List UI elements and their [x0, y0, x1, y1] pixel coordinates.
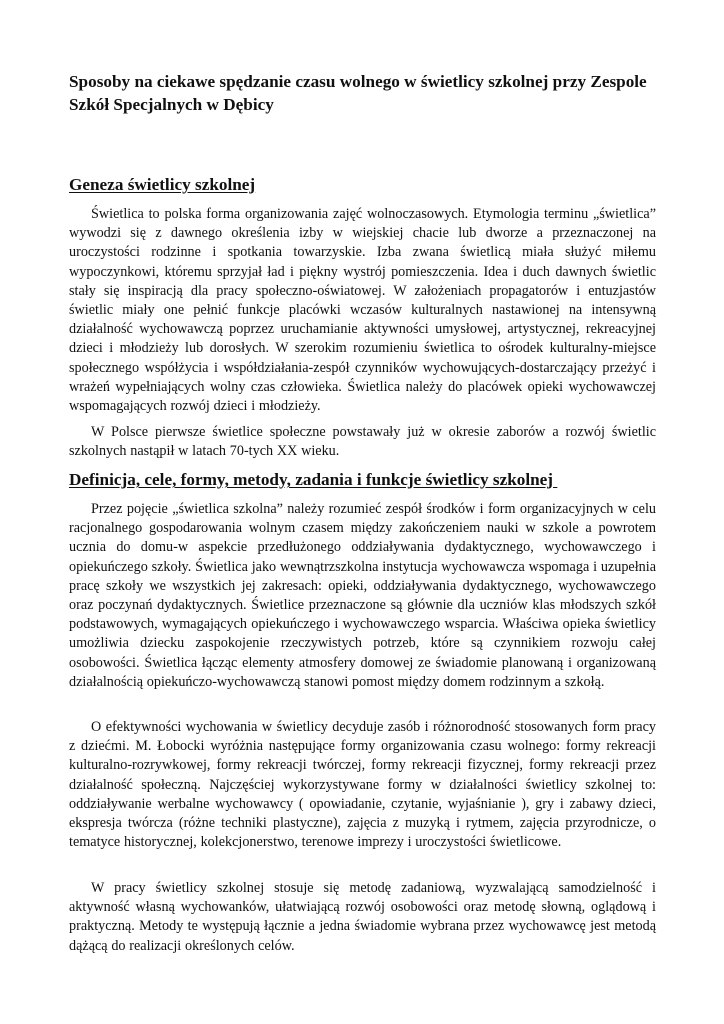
document-title: Sposoby na ciekawe spędzanie czasu wolnego w świetlicy szkolnej przy Zespole Szkół Specjalnych w Dębicy — [69, 72, 647, 114]
section-heading-definicja: Definicja, cele, formy, metody, zadania i funkcje świetlicy szkolnej — [69, 470, 558, 489]
paragraph: W pracy świetlicy szkolnej stosuje się metodę zadaniową, wyzwalającą samodzielność i aktywność własną wychowanków, ułatwiającą rozwój osobowości oraz metodę słowną, oglądową i praktyczną. Metody te występują łącznie a jedna świadomie wybrana przez wychowawcę jest metodą dążącą do realizacji określonych celów. — [69, 880, 656, 954]
paragraph: Świetlica to polska forma organizowania zajęć wolnoczasowych. Etymologia terminu „świetlica” wywodzi się z dawnego określenia izby w wiejskiej chacie lub dworze a przeznaczonej na uroczystości rodzinne i spotkania towarzyskie. Izba zwana świetlicą miała służyć miłemu wypoczynkowi, któremu sprzyjał ład i piękny wystrój pomieszczenia. Idea i duch dawnych świetlic stały się inspiracją dla pracy społeczno-oświatowej. W założeniach propagatorów i entuzjastów świetlic miały one pełnić funkcje placówki wczasów kulturalnych nastawionej na intensywną działalność wychowawczą poprzez uruchamianie aktywności umysłowej, artystycznej, rekreacyjnej dzieci i młodzieży lub dorosłych. W szerokim rozumieniu świetlica to ośrodek kulturalny-miejsce społecznego współżycia i współdziałania-zespół czynników wychowujących-dostarczający przeżyć i wrażeń wypełniających wolny czas człowieka. Świetlica należy do placówek opieki wychowawczej wspomagających rozwój dzieci i młodzieży. — [69, 206, 656, 415]
paragraph: W Polsce pierwsze świetlice społeczne powstawały już w okresie zaborów a rozwój świetlic szkolnych nastąpił w latach 70-tych XX wieku. — [69, 424, 656, 460]
paragraph: O efektywności wychowania w świetlicy decyduje zasób i różnorodność stosowanych form pracy z dziećmi. M. Łobocki wyróżnia następujące formy organizowania czasu wolnego: formy rekreacji kulturalno-rozrywkowej, formy rekreacji twórczej, formy rekreacji fizycznej, formy rekreacji przez działalność społeczną. Najczęściej wykorzystywane formy w działalności świetlicy szkolnej to: oddziaływanie werbalne wychowawcy ( opowiadanie, czytanie, wyjaśnianie ), gry i zabawy dzieci, ekspresja twórcza (różne techniki plastyczne), zajęcia z muzyką i rytmem, zajęcia przyrodnicze, o tematyce historycznej, kolekcjonerstwo, terenowe imprezy i uroczystości świetlicowe. — [69, 719, 656, 851]
paragraph: Przez pojęcie „świetlica szkolna” należy rozumieć zespół środków i form organizacyjnych w celu racjonalnego gospodarowania wolnym czasem między zakończeniem nauki w szkole a powrotem ucznia do domu-w aspekcie przedłużonego oddziaływania dydaktycznego, wychowawczego i opiekuńczego szkoły. Świetlica jako wewnątrzszkolna instytucja wychowawcza wspomaga i uzupełnia pracę szkoły we wszystkich jej zakresach: opieki, oddziaływania dydaktycznego, wychowawczego oraz poczynań dydaktycznych. Świetlice przeznaczone są głównie dla uczniów klas młodszych szkół podstawowych, wymagających opiekuńczego i wychowawczego wsparcia. Właściwa opieka świetlicy umożliwia dziecku zaspokojenie rzeczywistych potrzeb, które są czynnikiem rozwoju całej osobowości. Świetlica łącząc elementy atmosfery domowej ze świadomie planowaną i organizowaną działalnością opiekuńczo-wychowawczą stanowi pomost między domem rodzinnym a szkołą. — [69, 501, 656, 690]
section-heading-geneza: Geneza świetlicy szkolnej — [69, 175, 256, 194]
